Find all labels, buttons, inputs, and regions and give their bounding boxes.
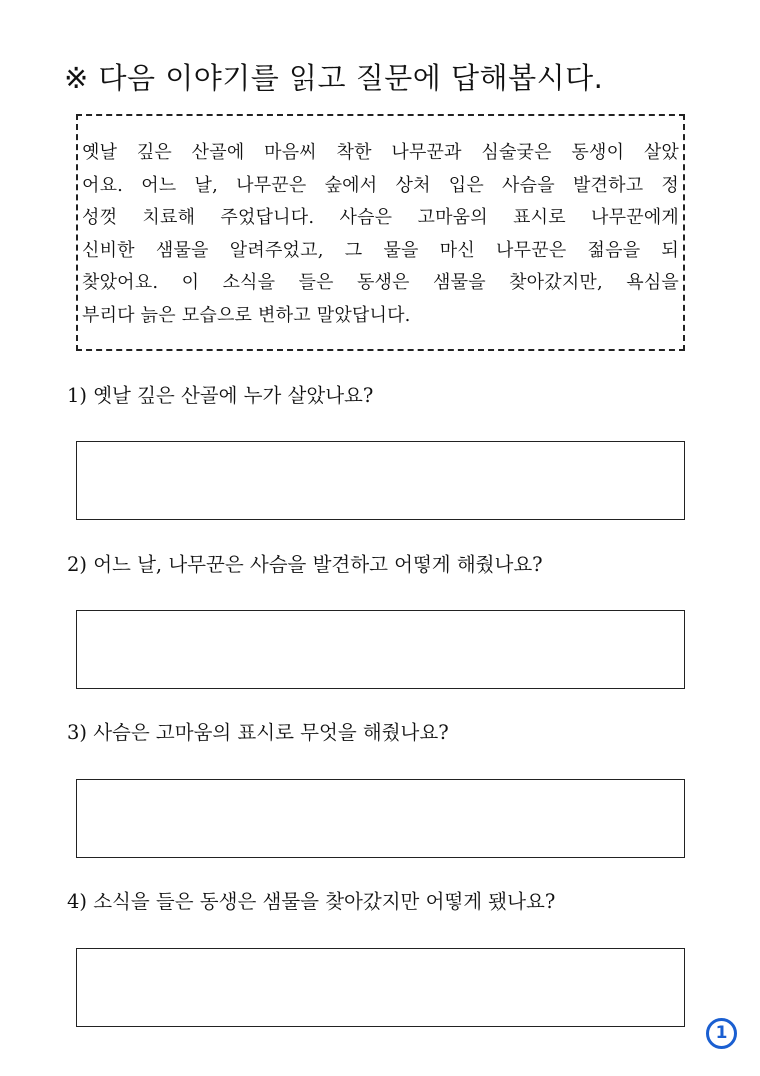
story-line: 성껏 치료해 주었답니다. 사슴은 고마움의 표시로 나무꾼에게 [82,207,679,229]
question-2: 2) 어느 날, 나무꾼은 사슴을 발견하고 어떻게 해줬나요? [67,553,543,576]
story-line: 신비한 샘물을 알려주었고, 그 물을 마신 나무꾼은 젊음을 되 [82,239,679,261]
question-4: 4) 소식을 들은 동생은 샘물을 찾아갔지만 어떻게 됐나요? [67,890,556,913]
answer-box-4[interactable] [76,948,685,1027]
story-line: 어요. 어느 날, 나무꾼은 숲에서 상처 입은 사슴을 발견하고 정 [82,174,679,196]
story-line: 옛날 깊은 산골에 마음씨 착한 나무꾼과 심술궂은 동생이 살았 [82,142,679,163]
story-line: 부리다 늙은 모습으로 변하고 말았답니다. [82,304,411,326]
question-1: 1) 옛날 깊은 산골에 누가 살았나요? [67,384,374,407]
story-line: 찾았어요. 이 소식을 들은 동생은 샘물을 찾아갔지만, 욕심을 [82,272,679,294]
page-number-badge: 1 [706,1018,737,1049]
answer-box-2[interactable] [76,610,685,689]
instruction-title: ※ 다음 이야기를 읽고 질문에 답해봅시다. [64,61,604,95]
answer-box-1[interactable] [76,441,685,520]
story-box [76,114,685,351]
question-3: 3) 사슴은 고마움의 표시로 무엇을 해줬나요? [67,721,449,744]
answer-box-3[interactable] [76,779,685,858]
